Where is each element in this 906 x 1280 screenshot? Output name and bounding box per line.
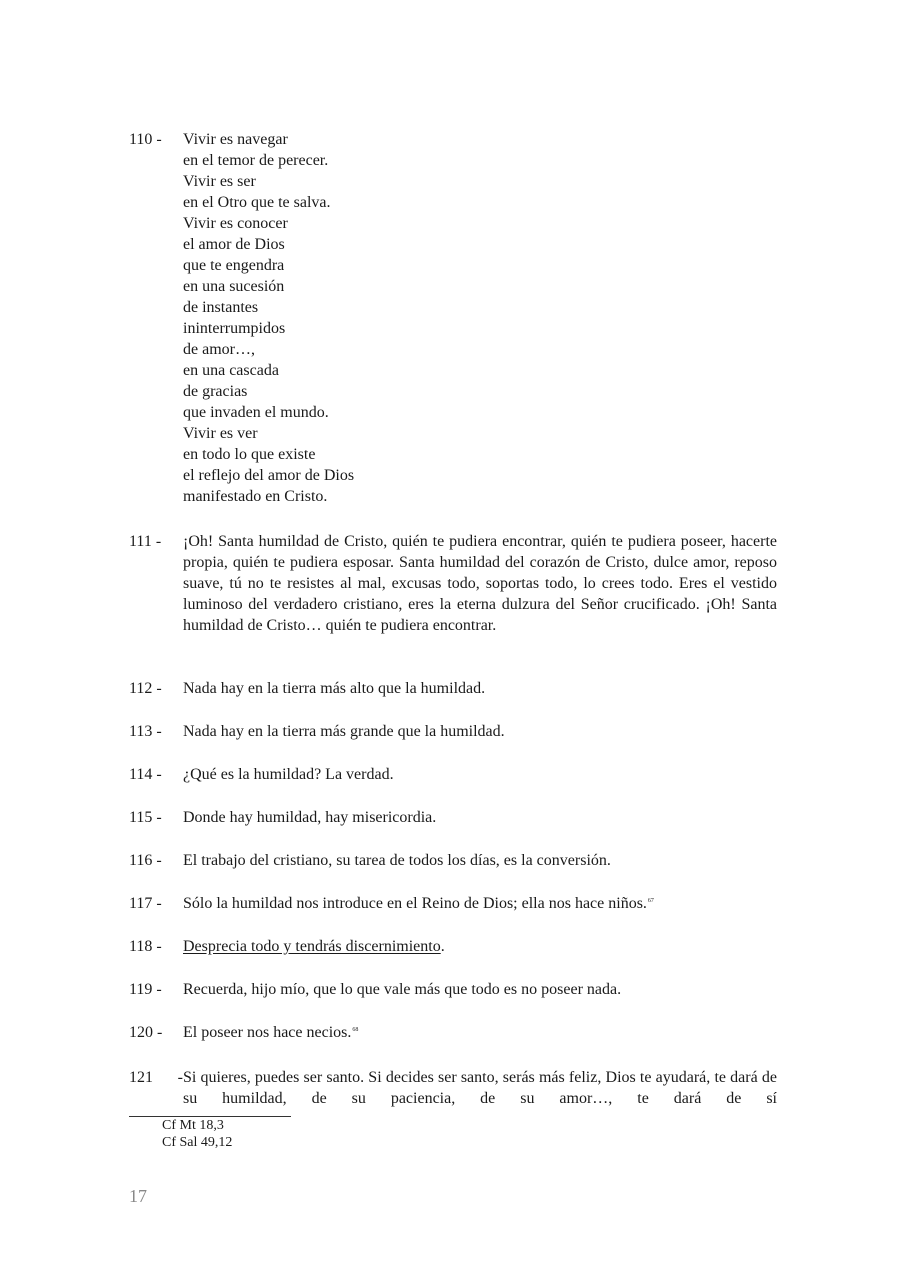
entry-text: El trabajo del cristiano, su tarea de todos los días, es la conversión.	[183, 852, 611, 869]
footnote-ref: 67	[647, 898, 654, 904]
entry-number: 121 -	[129, 1069, 183, 1086]
entry-text	[183, 936, 777, 957]
entry-113	[129, 721, 777, 742]
entry-text	[183, 1022, 777, 1043]
poem-line: de instantes	[183, 299, 259, 316]
entry-text: Donde hay humildad, hay misericordia.	[183, 809, 437, 826]
poem-line: Vivir es navegar	[183, 131, 288, 148]
entry-sentence: Sólo la humildad nos introduce en el Reino de Dios; ella nos hace niños.	[183, 895, 647, 912]
entry-text: Nada hay en la tierra más alto que la humildad.	[183, 680, 486, 697]
entry-111	[129, 531, 777, 636]
entry-number: 115 -	[129, 809, 162, 826]
footnote-68: Cf Sal 49,12	[162, 1135, 233, 1150]
poem	[183, 129, 777, 507]
page-number: 17	[129, 1186, 147, 1206]
poem-line: que invaden el mundo.	[183, 404, 329, 421]
poem-line: ininterrumpidos	[183, 320, 286, 337]
entry-number: 114 -	[129, 766, 162, 783]
entry-121	[129, 1067, 777, 1109]
entry-number: 110 -	[129, 131, 162, 148]
poem-line: en una cascada	[183, 362, 279, 379]
entry-number: 113 -	[129, 723, 162, 740]
underlined-phrase: Desprecia todo y tendrás discernimiento	[183, 938, 441, 955]
entry-116	[129, 850, 777, 871]
poem-line: el amor de Dios	[183, 236, 285, 253]
entry-114	[129, 764, 777, 785]
poem-line: en el Otro que te salva.	[183, 194, 331, 211]
entry-number: 116 -	[129, 852, 162, 869]
entry-118	[129, 936, 777, 957]
poem-line: manifestado en Cristo.	[183, 488, 328, 505]
poem-line: que te engendra	[183, 257, 285, 274]
poem-line: Vivir es conocer	[183, 215, 288, 232]
poem-line: Vivir es ser	[183, 173, 256, 190]
footnote-67: Cf Mt 18,3	[162, 1118, 224, 1133]
poem-line: en una sucesión	[183, 278, 285, 295]
entry-112	[129, 678, 777, 699]
poem-line: de amor…,	[183, 341, 255, 358]
entry-number: 120 -	[129, 1024, 163, 1041]
entry-number: 119 -	[129, 981, 162, 998]
entry-text: Si quieres, puedes ser santo. Si decides ser santo, serás más feliz, Dios te ayudará, te dará de su humildad, de su paciencia, de su amor…, te dará de sí	[183, 1069, 777, 1107]
entry-text: ¿Qué es la humildad? La verdad.	[183, 766, 394, 783]
entry-text	[183, 893, 777, 914]
entry-number: 112 -	[129, 680, 162, 697]
poem-line: en el temor de perecer.	[183, 152, 329, 169]
entry-119	[129, 979, 777, 1000]
entry-punctuation: .	[440, 938, 445, 955]
entry-text: Recuerda, hijo mío, que lo que vale más que todo es no poseer nada.	[183, 981, 622, 998]
entry-115	[129, 807, 777, 828]
poem-line: en todo lo que existe	[183, 446, 316, 463]
entry-text: Nada hay en la tierra más grande que la humildad.	[183, 723, 505, 740]
poem-line: Vivir es ver	[183, 425, 258, 442]
entry-117	[129, 893, 777, 914]
entry-text: ¡Oh! Santa humildad de Cristo, quién te pudiera encontrar, quién te pudiera poseer, hacerte propia, quién te pudiera esposar. Santa humildad del corazón de Cristo, dulce amor, reposo suave, tú no te resistes al mal, excusas todo, soportas todo, lo crees todo. Eres el vestido luminoso del verdadero cristiano, eres la eterna dulzura del Señor crucificado. ¡Oh! Santa humildad de Cristo… quién te pudiera encontrar.	[183, 533, 777, 634]
entry-sentence: El poseer nos hace necios.	[183, 1024, 352, 1041]
poem-line: de gracias	[183, 383, 248, 400]
footnote-ref: 68	[352, 1027, 359, 1033]
entry-number: 117 -	[129, 895, 162, 912]
entry-120	[129, 1022, 777, 1043]
entry-number: 118 -	[129, 938, 162, 955]
poem-line: el reflejo del amor de Dios	[183, 467, 355, 484]
entry-110	[129, 129, 777, 507]
entry-number: 111 -	[129, 533, 162, 550]
